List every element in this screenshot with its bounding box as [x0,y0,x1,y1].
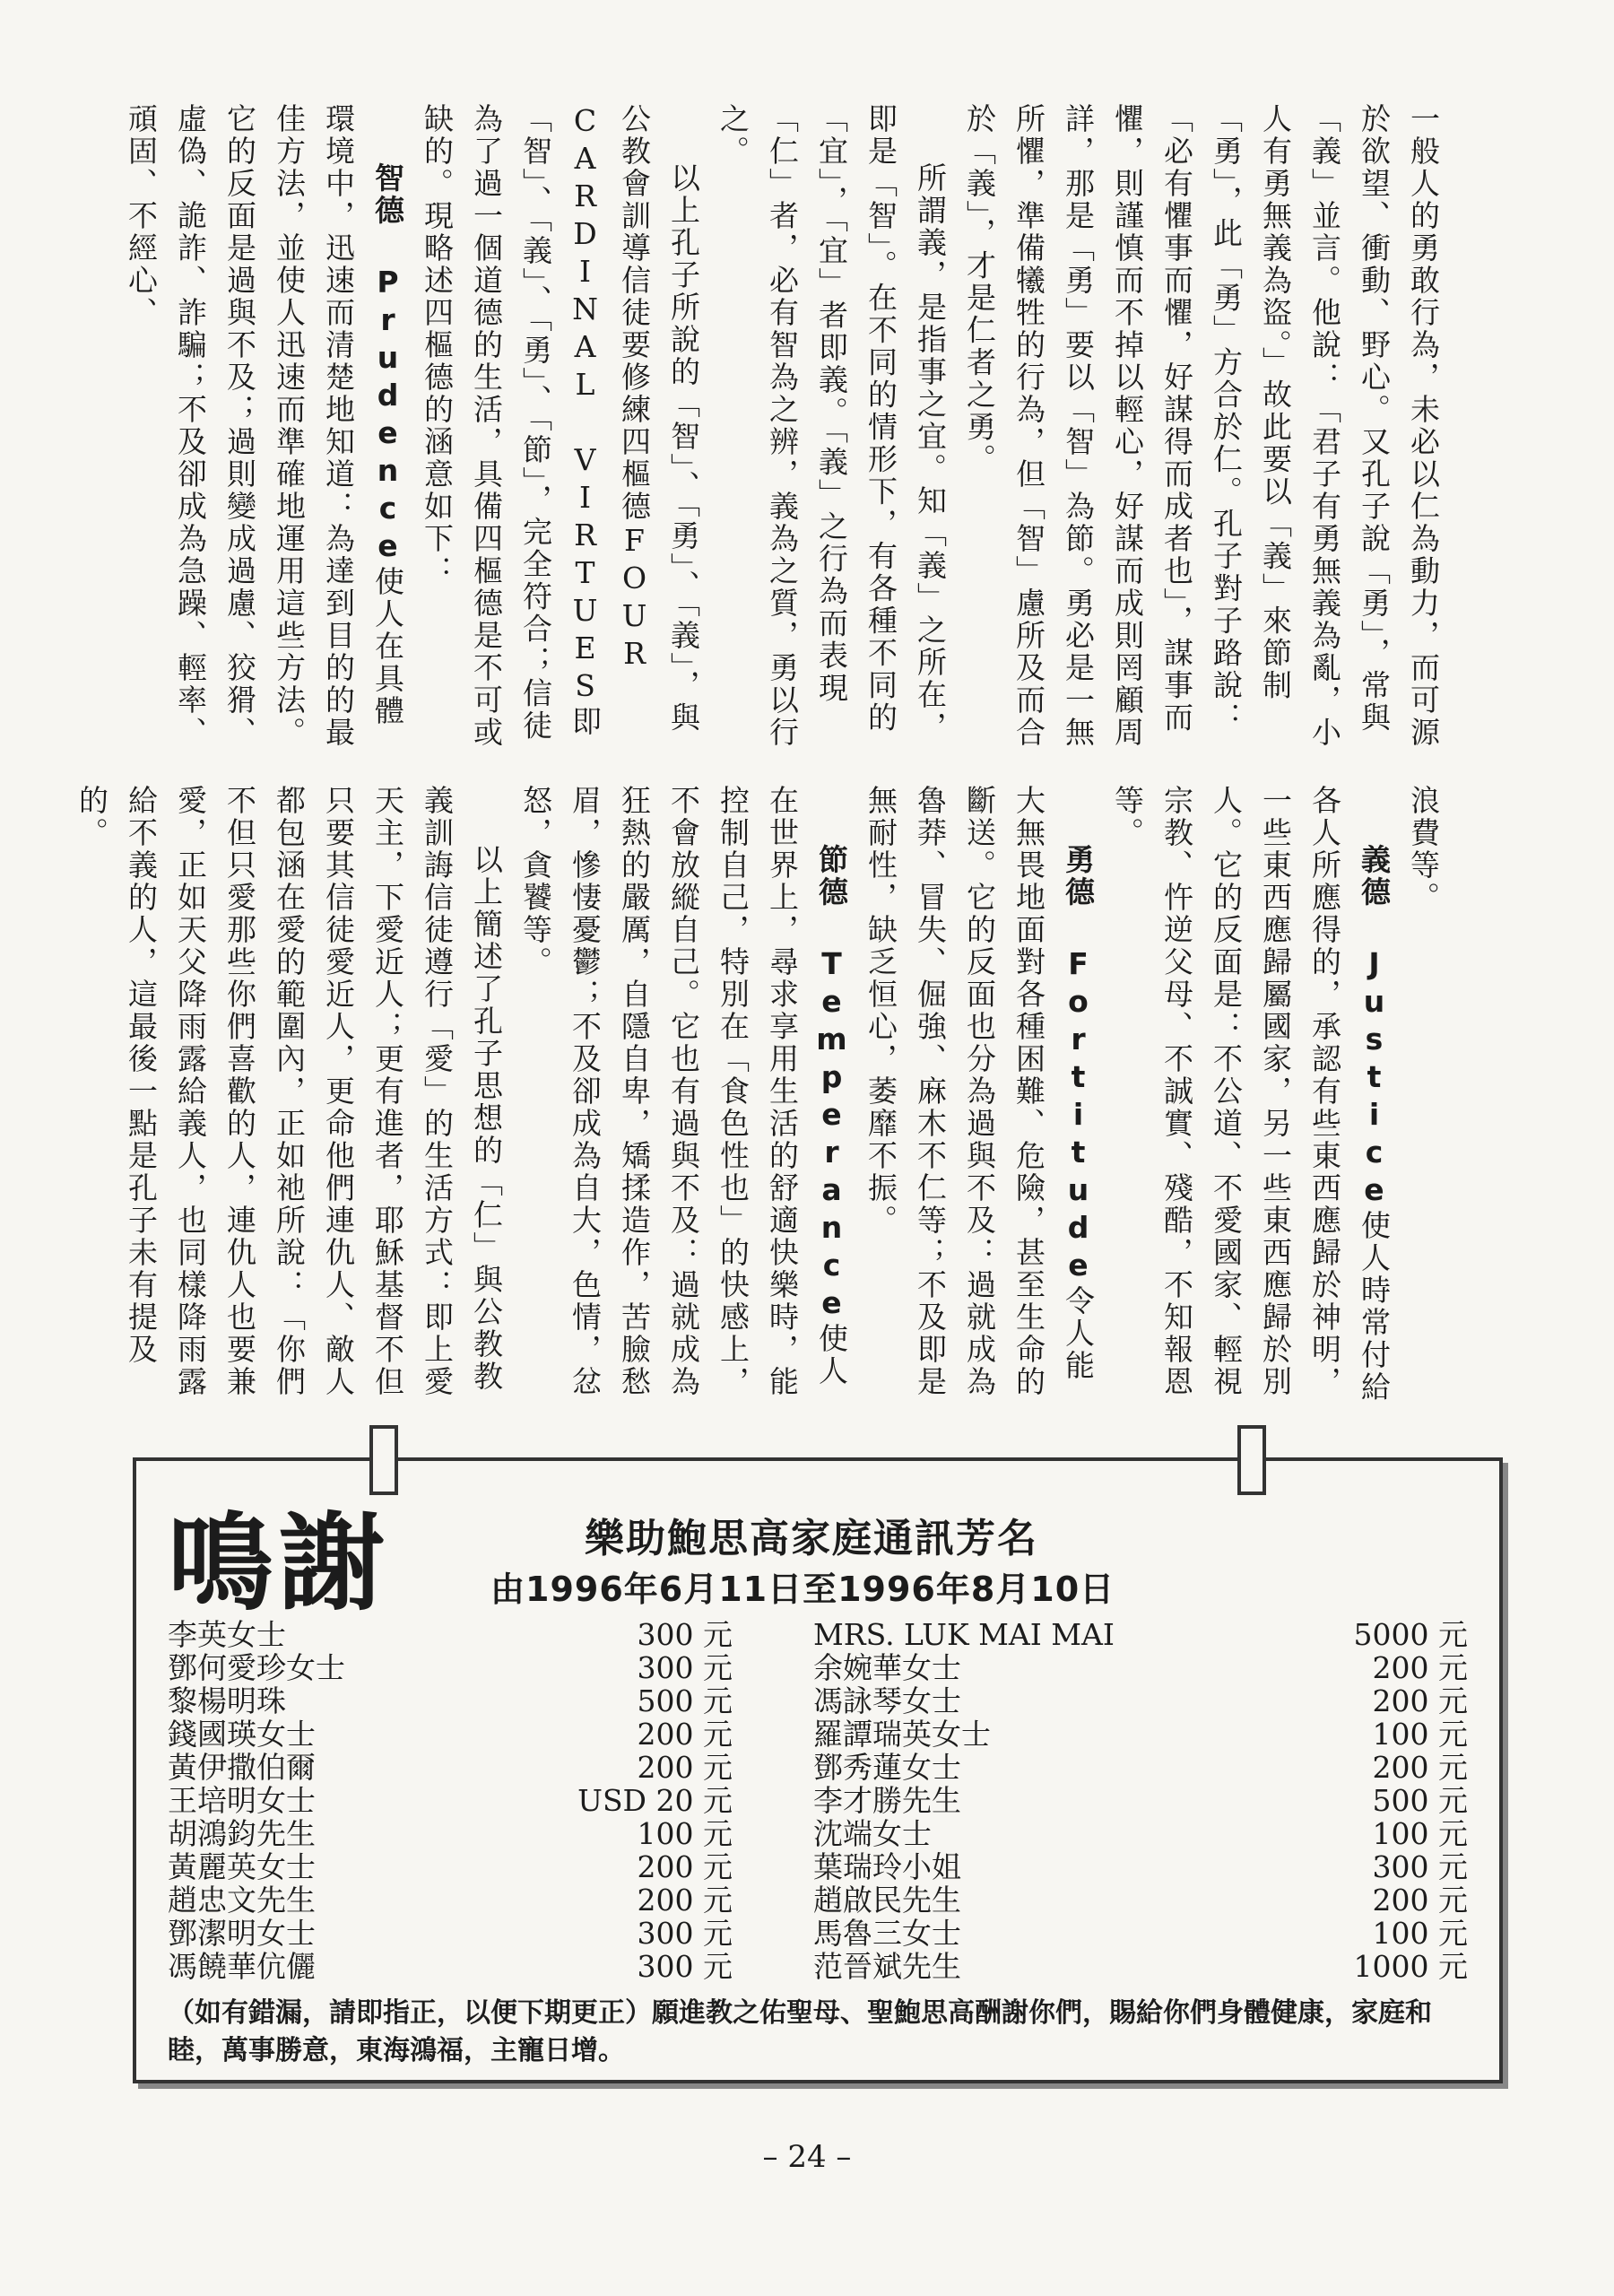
donor-amount: 5000 元 [1353,1617,1468,1652]
article-paragraph [511,785,856,1404]
donor-amount: 500 元 [637,1683,733,1718]
thanks-note: （如有錯漏，請即指正，以便下期更正）願進教之佑聖母、聖鮑思高酬謝你們，賜給你們身體健康，家庭和睦，萬事勝意，東海鴻福，主寵日增。 [168,1997,1432,2066]
donor-amount: 100 元 [637,1816,733,1851]
donor-row [168,1718,1468,1751]
donor-amount: 200 元 [637,1717,733,1752]
donor-amount: 100 元 [1372,1916,1468,1951]
donor-name: 錢國瑛女士 [168,1717,316,1752]
page-number: – 24 – [762,2139,852,2175]
virtue-term: 勇德 Fortitude [1061,844,1096,1285]
donor-name: 李才勝先生 [813,1783,961,1818]
article-paragraph [708,103,955,753]
donor-amount: 1000 元 [1353,1949,1468,1984]
donor-name: 葉瑞玲小姐 [813,1849,961,1884]
article-paragraph [1103,785,1399,1404]
donor-amount: 200 元 [637,1883,733,1918]
donor-name: 范晉斌先生 [813,1949,961,1984]
paragraph-text: 使人在具體環境中，迅速而清楚地知道：為達到目的的最佳方法，並使人迅速而準確地運用這些方法。它的反面是過與不及；過則變成過慮、狡猾、虛偽、詭詐、詐騙；不及卻成為急躁、輕率、頑固、不經心、 [124,103,405,749]
thanks-box [133,1457,1503,2083]
donor-name: 羅譚瑞英女士 [813,1717,991,1752]
donor-name: 馮詠琴女士 [813,1683,961,1718]
donor-row [168,1917,1468,1950]
donor-row [168,1751,1468,1784]
donor-row [168,1817,1468,1850]
paragraph-text: 以上孔子所說的「智」、「勇」、「義」，與公教會訓導信徒要修練四樞德FOUR CARDINAL VIRTUES即「智」、「義」、「勇」、「節」，完全符合；信徒為了過一個道德的生活，具備四樞德是不可或缺的。現略述四樞德的涵意如下： [420,103,701,749]
paragraph-text: 一般人的勇敢行為，未必以仁為動力，而可源於欲望、衝動、野心。又孔子說「勇」，常與「義」並言。他說：「君子有勇無義為亂，小人有勇無義為盜。」故此要以「義」來節制「勇」，此「勇」方合於仁。孔子對子路說：「必有懼事而懼，好謀得而成者也」，謀事而懼，則謹慎而不掉以輕心，好謀而成則罔顧周詳，那是「勇」要以「智」為節。勇必是一無所懼，準備犧牲的行為，但「智」慮所及而合於「義」，才是仁者之勇。 [962,103,1441,749]
donor-amount: 300 元 [637,1916,733,1951]
paragraph-text: 浪費等。 [1406,785,1441,914]
donor-amount: 300 元 [637,1949,733,1984]
donor-amount: 200 元 [637,1750,733,1785]
virtue-term: 智德 Prudence [370,162,405,566]
article-paragraph [67,785,511,1404]
thanks-heading: 鳴謝 [168,1501,391,1625]
clip-decoration-left [369,1425,398,1495]
article-upper-block [124,103,1448,753]
donor-amount: 200 元 [1372,1750,1468,1785]
donor-amount: 500 元 [1372,1783,1468,1818]
paragraph-text: 使人在世界上，尋求享用生活的舒適快樂時，能控制自己，特別在「食色性也」的快感上，不會放縱自己。它也有過與不及：過就成為狂熱的嚴厲，自隱自卑，矯揉造作，苦臉愁眉，慘悽憂鬱；不及卻成為自大，色情，忿怒，貪饕等。 [518,785,849,1398]
donor-name: 趙忠文先生 [168,1883,316,1918]
article-lower-block [74,785,1448,1404]
donor-amount: USD 20 元 [577,1783,733,1818]
donor-name: 沈端女士 [813,1816,932,1851]
paragraph-text: 使人時常付給各人所應得的，承認有些東西應歸於神明，一些東西應歸屬國家，另一些東西應歸於別人。它的反面是：不公道、不愛國家、輕視宗教、忤逆父母、不誠實、殘酷，不知報恩等。 [1110,785,1392,1404]
donor-amount: 200 元 [1372,1883,1468,1918]
article-paragraph [412,103,708,753]
virtue-term: 義德 Justice [1357,844,1392,1210]
paragraph-text: 所謂義，是指事之宜。知「義」之所在，即是「智」。在不同的情形下，有各種不同的「宜」，「宜」者即義。「義」之行為而表現「仁」者，必有智為之辨，義為之質，勇以行之。 [716,103,948,749]
donor-name: 李英女士 [168,1617,286,1652]
donor-name: 王培明女士 [168,1783,316,1818]
donor-row [168,1651,1468,1684]
donor-row [168,1684,1468,1718]
clip-decoration-right [1237,1425,1266,1495]
donor-row [168,1784,1468,1817]
donor-amount: 100 元 [1372,1717,1468,1752]
donor-row [168,1618,1468,1651]
virtue-term: 節德 Temperance [814,844,849,1323]
donor-row [168,1883,1468,1917]
donor-list-period: 由1996年6月11日至1996年8月10日 [490,1570,1115,1609]
article-paragraph [1399,785,1448,1404]
donor-name: 胡鴻鈞先生 [168,1816,316,1851]
donor-name: 黃伊撒伯爾 [168,1750,316,1785]
donor-amount: 300 元 [637,1650,733,1685]
donor-amount: 300 元 [1372,1849,1468,1884]
donor-list-title: 樂助鮑思高家庭通訊芳名 [585,1516,1038,1561]
donor-row [168,1850,1468,1883]
donor-amount: 200 元 [637,1849,733,1884]
donor-name: 趙啟民先生 [813,1883,961,1918]
donor-name: 鄧潔明女士 [168,1916,316,1951]
donor-name: 鄧何愛珍女士 [168,1650,345,1685]
donor-amount: 300 元 [637,1617,733,1652]
donor-name: 黃麗英女士 [168,1849,316,1884]
donor-name: 黎楊明珠 [168,1683,286,1718]
donor-name: 鄧秀蓮女士 [813,1750,961,1785]
donor-name: 馬魯三女士 [813,1916,961,1951]
donor-name: 余婉華女士 [813,1650,961,1685]
donor-name: 馮饒華伉儷 [168,1949,316,1984]
donor-amount: 200 元 [1372,1650,1468,1685]
donor-name: MRS. LUK MAI MAI [813,1617,1115,1652]
donor-row [168,1950,1468,1983]
article-paragraph [955,103,1448,753]
paragraph-text: 令人能大無畏地面對各種困難、危險，甚至生命的斷送。它的反面也分為過與不及：過就成為魯莽、冒失、倔強、麻木不仁等；不及即是無耐性，缺乏恒心，萎靡不振。 [863,785,1096,1398]
paragraph-text: 以上簡述了孔子思想的「仁」與公教教義訓誨信徒遵行「愛」的生活方式：即上愛天主，下愛近人；更有進者，耶穌基督不但只要其信徒愛近人，更命他們連仇人、敵人都包涵在愛的範圍內，正如祂所說：「你們不但只愛那些你們喜歡的人，連仇人也要兼愛，正如天父降雨露給義人，也同樣降雨露給不義的人，這最後一點是孔子未有提及的。 [74,785,504,1398]
donor-list [168,1618,1468,1983]
donor-amount: 200 元 [1372,1683,1468,1718]
donor-amount: 100 元 [1372,1816,1468,1851]
article-paragraph [856,785,1103,1404]
article-paragraph [117,103,412,753]
